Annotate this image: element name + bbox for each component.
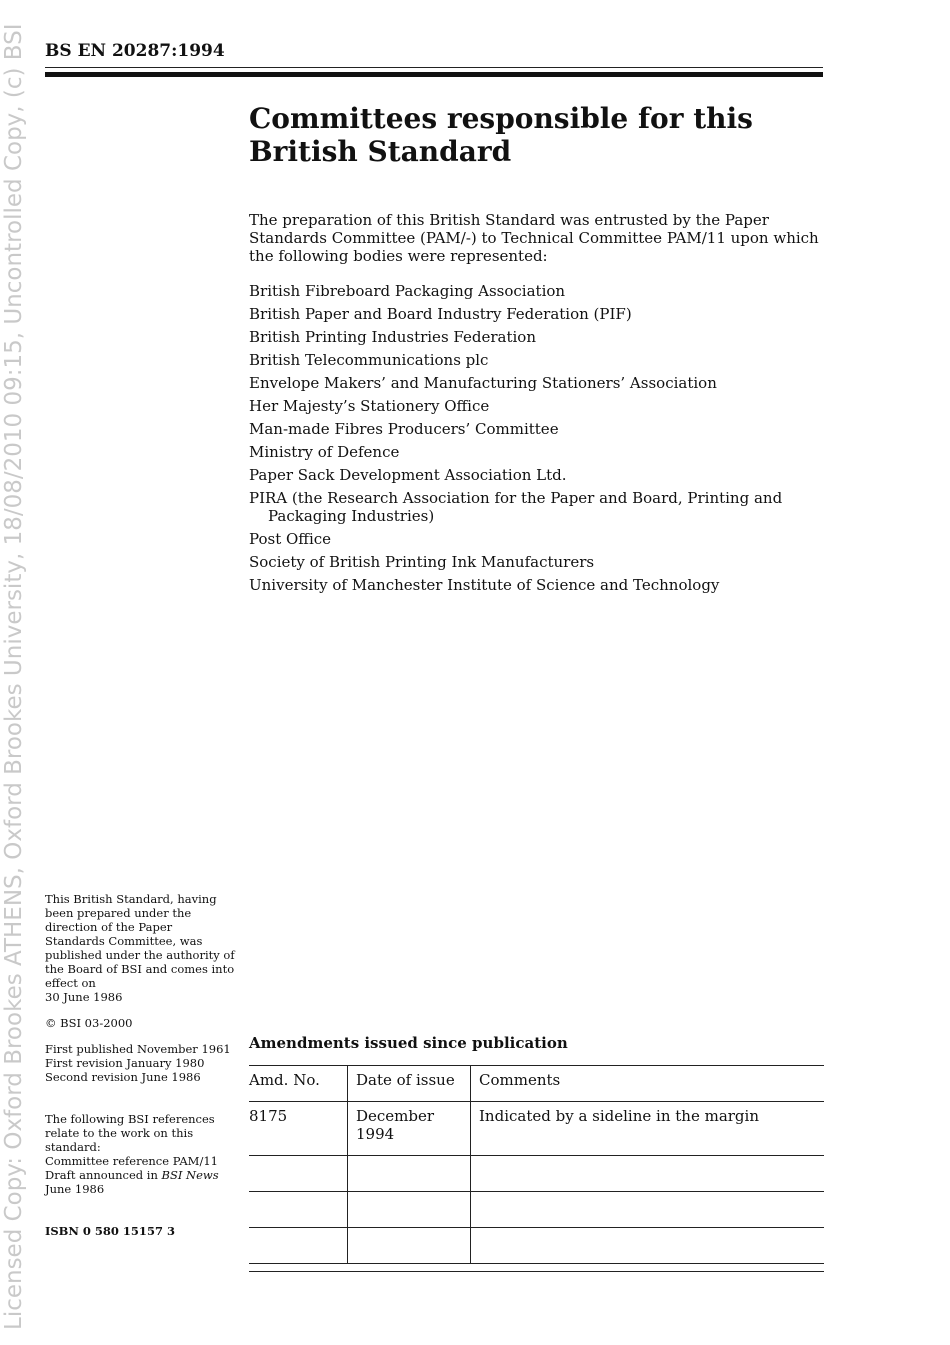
table-row [249,1156,824,1192]
list-item: PIRA (the Research Association for the Paper and Board, Printing and Packaging Industries) [249,489,783,525]
table-row [249,1102,824,1156]
empty-cell [348,1192,471,1228]
document-id: BS EN 20287:1994 [45,41,225,61]
first-published: First published November 1961 [45,1042,231,1056]
list-item: British Printing Industries Federation [249,328,536,346]
footer-rule [249,1271,824,1272]
first-revision: First revision January 1980 [45,1056,205,1070]
list-item: British Telecommunications plc [249,351,489,369]
list-item: Her Majesty’s Stationery Office [249,397,490,415]
title-line-1: Committees responsible for this [249,102,753,135]
committee-reference: Committee reference PAM/11 [45,1154,218,1168]
comments-cell: Indicated by a sideline in the margin [471,1102,825,1156]
list-item: Post Office [249,530,332,548]
list-item: Paper Sack Development Association Ltd. [249,466,567,484]
header-rule-thick [45,72,823,77]
table-row [249,1192,824,1228]
table-header-row [249,1066,824,1102]
date-of-issue-cell [348,1102,471,1156]
list-item: British Fibreboard Packaging Association [249,282,566,300]
copyright-notice: © BSI 03-2000 [45,1016,133,1030]
empty-cell [471,1228,825,1264]
empty-cell [348,1228,471,1264]
references-intro: The following BSI references relate to the work on this standard: [45,1112,215,1154]
list-item: Society of British Printing Ink Manufacturers [249,553,595,571]
header-comments: Comments [471,1066,825,1102]
effective-date: 30 June 1986 [45,990,123,1004]
draft-publication: BSI News [161,1168,219,1182]
date-month: December [356,1107,435,1125]
empty-cell [249,1192,348,1228]
empty-cell [471,1192,825,1228]
amd-no-cell: 8175 [249,1102,348,1156]
page-title [249,102,809,168]
empty-cell [471,1156,825,1192]
draft-date: June 1986 [45,1182,105,1196]
list-item: Man-made Fibres Producers’ Committee [249,420,559,438]
header-rule-thin [45,67,823,68]
list-item: British Paper and Board Industry Federation (PIF) [249,305,632,323]
list-item: University of Manchester Institute of Science and Technology [249,576,720,594]
header-amd-no: Amd. No. [249,1066,348,1102]
authority-text: This British Standard, having been prepared under the direction of the Paper Standards Committee, was published under the authority of the Board of BSI and comes into effect on [45,892,235,990]
title-line-2: British Standard [249,135,512,168]
bsi-references [45,1112,235,1196]
authority-statement [45,892,235,1004]
license-watermark: Licensed Copy: Oxford Brookes ATHENS, Oxford Brookes University, 18/08/2010 09:15, Uncontrolled Copy, (c) BSI [1,23,27,1330]
date-year: 1994 [356,1125,395,1143]
isbn: ISBN 0 580 15157 3 [45,1224,175,1238]
empty-cell [348,1156,471,1192]
intro-paragraph: The preparation of this British Standard was entrusted by the Paper Standards Committee (PAM/-) to Technical Committee PAM/11 upon which the following bodies were represented: [249,211,819,265]
list-item: Envelope Makers’ and Manufacturing Stationers’ Association [249,374,717,392]
publication-sidebar [45,892,235,1238]
second-revision: Second revision June 1986 [45,1070,201,1084]
empty-cell [249,1228,348,1264]
table-row [249,1228,824,1264]
represented-bodies-list [249,282,819,599]
list-item: Ministry of Defence [249,443,400,461]
empty-cell [249,1156,348,1192]
header-date-of-issue: Date of issue [348,1066,471,1102]
amendments-table [249,1065,824,1264]
draft-announced-prefix: Draft announced in [45,1168,158,1182]
publication-history [45,1042,235,1084]
amendments-title: Amendments issued since publication [249,1034,568,1052]
